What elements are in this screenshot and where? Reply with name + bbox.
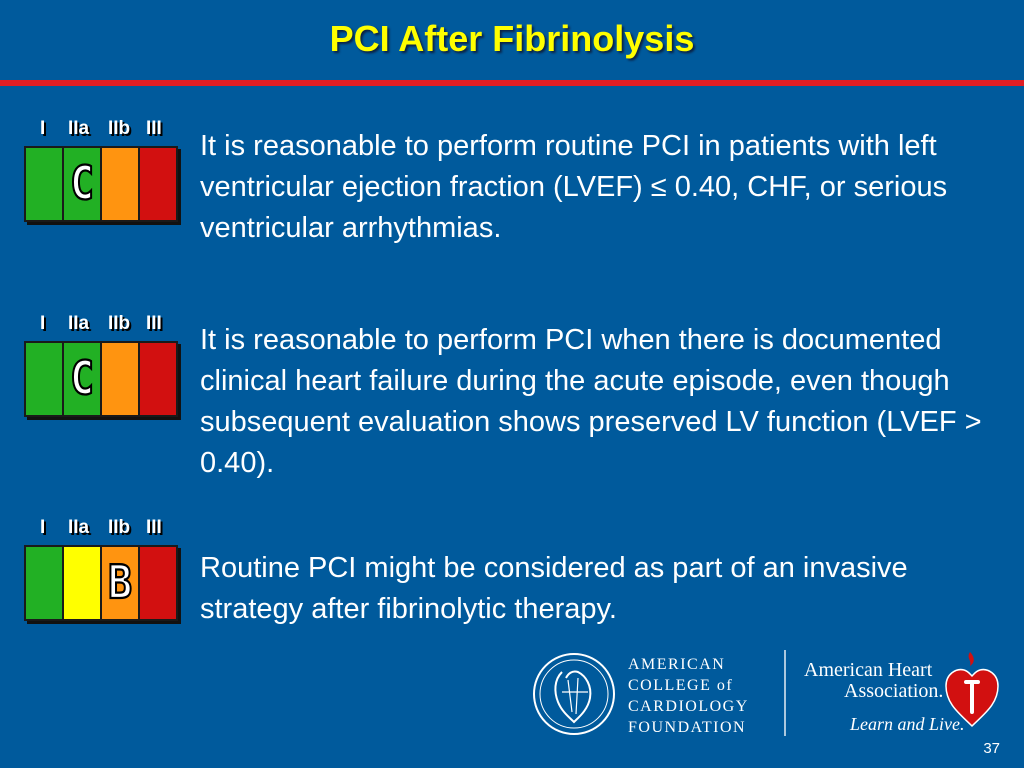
class-boxes bbox=[24, 545, 178, 621]
aha-tagline: Learn and Live. bbox=[850, 714, 965, 734]
class-box-iii bbox=[140, 343, 176, 415]
class-box-i bbox=[26, 343, 64, 415]
accf-seal-icon bbox=[532, 652, 616, 736]
class-label-iia: IIa bbox=[68, 313, 90, 334]
class-label-iii: III bbox=[146, 517, 162, 538]
aha-wordmark: American Heart Association. bbox=[804, 659, 944, 702]
class-box-iia bbox=[64, 547, 102, 619]
class-box-iib bbox=[102, 547, 140, 619]
class-boxes bbox=[24, 341, 178, 417]
page-number: 37 bbox=[983, 740, 1000, 757]
class-label-iib: IIb bbox=[108, 313, 131, 334]
level-of-evidence-badge: C bbox=[69, 157, 95, 211]
recommendation-3-text bbox=[200, 548, 990, 630]
recommendation-text: Routine PCI might be considered as part of an invasive strategy after fibrinolytic therapy. bbox=[200, 552, 908, 625]
slide-title: PCI After Fibrinolysis bbox=[329, 18, 695, 59]
class-boxes bbox=[24, 146, 178, 222]
recommendation-2-class-grid bbox=[24, 313, 178, 417]
class-label-i: I bbox=[40, 517, 46, 538]
recommendation-text: It is reasonable to perform routine PCI in patients with left ventricular ejection fraction (LVEF) ≤ 0.40, CHF, or serious ventricular arrhythmias. bbox=[200, 130, 948, 244]
class-box-iia bbox=[64, 148, 102, 220]
title-divider bbox=[0, 80, 1024, 86]
class-header bbox=[24, 118, 176, 144]
class-label-i: I bbox=[40, 118, 46, 139]
footer-logos bbox=[532, 648, 1020, 740]
recommendation-text: It is reasonable to perform PCI when there is documented clinical heart failure during the acute episode, even though subsequent evaluation shows preserved LV function (LVEF > 0.40). bbox=[200, 324, 982, 479]
class-label-i: I bbox=[40, 313, 46, 334]
class-box-i bbox=[26, 148, 64, 220]
aha-heart-torch-icon bbox=[942, 648, 1002, 728]
class-label-iia: IIa bbox=[68, 118, 90, 139]
class-header bbox=[24, 517, 176, 543]
class-box-iib bbox=[102, 148, 140, 220]
level-of-evidence-badge: B bbox=[107, 556, 133, 610]
class-label-iib: IIb bbox=[108, 517, 131, 538]
recommendation-1-class-grid bbox=[24, 118, 178, 222]
class-box-iia bbox=[64, 343, 102, 415]
class-box-iib bbox=[102, 343, 140, 415]
class-label-iii: III bbox=[146, 118, 162, 139]
logo-divider bbox=[784, 650, 786, 736]
class-box-i bbox=[26, 547, 64, 619]
class-box-iii bbox=[140, 547, 176, 619]
recommendation-1-text bbox=[200, 126, 990, 249]
class-label-iii: III bbox=[146, 313, 162, 334]
class-label-iib: IIb bbox=[108, 118, 131, 139]
class-header bbox=[24, 313, 176, 339]
class-box-iii bbox=[140, 148, 176, 220]
accf-wordmark: AMERICAN COLLEGE of CARDIOLOGY FOUNDATION bbox=[628, 656, 749, 736]
level-of-evidence-badge: C bbox=[69, 352, 95, 406]
recommendation-3-class-grid bbox=[24, 517, 178, 621]
recommendation-2-text bbox=[200, 320, 990, 484]
class-label-iia: IIa bbox=[68, 517, 90, 538]
